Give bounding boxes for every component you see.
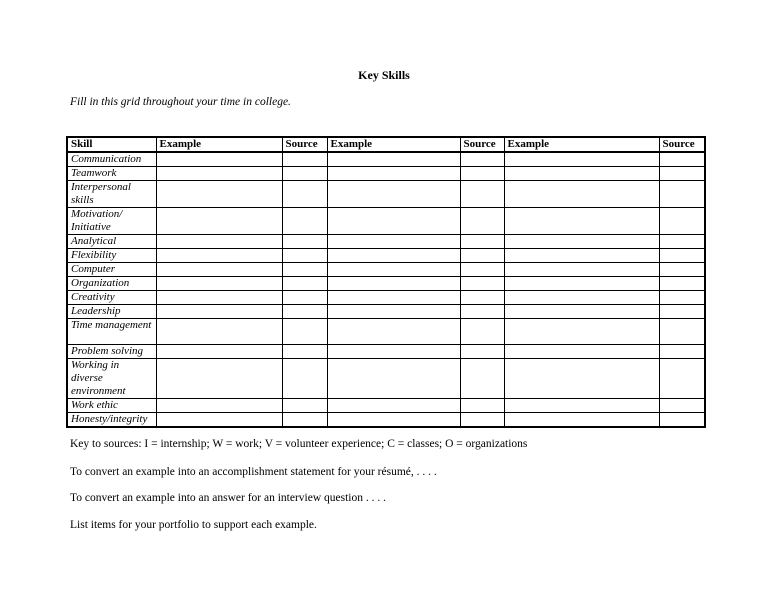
table-row — [67, 277, 705, 291]
source-cell[interactable] — [659, 413, 705, 428]
skill-cell: Creativity — [67, 291, 156, 305]
header-example-3: Example — [504, 137, 659, 152]
example-cell[interactable] — [504, 305, 659, 319]
skills-grid — [66, 136, 706, 428]
example-cell[interactable] — [327, 345, 460, 359]
example-cell[interactable] — [156, 263, 282, 277]
table-row — [67, 167, 705, 181]
example-cell[interactable] — [504, 263, 659, 277]
example-cell[interactable] — [504, 249, 659, 263]
example-cell[interactable] — [504, 152, 659, 167]
table-row — [67, 291, 705, 305]
page-title: Key Skills — [358, 68, 410, 82]
source-cell[interactable] — [460, 399, 504, 413]
example-cell[interactable] — [327, 181, 460, 208]
example-cell[interactable] — [156, 181, 282, 208]
example-cell[interactable] — [504, 235, 659, 249]
example-cell[interactable] — [327, 413, 460, 428]
source-cell[interactable] — [659, 235, 705, 249]
example-cell[interactable] — [156, 359, 282, 399]
example-cell[interactable] — [504, 359, 659, 399]
source-cell[interactable] — [659, 249, 705, 263]
source-cell[interactable] — [282, 263, 327, 277]
example-cell[interactable] — [156, 249, 282, 263]
table-row — [67, 235, 705, 249]
example-cell[interactable] — [156, 235, 282, 249]
example-cell[interactable] — [327, 152, 460, 167]
example-cell[interactable] — [327, 263, 460, 277]
source-cell[interactable] — [460, 263, 504, 277]
source-cell[interactable] — [460, 305, 504, 319]
source-cell[interactable] — [282, 181, 327, 208]
source-cell[interactable] — [282, 359, 327, 399]
example-cell[interactable] — [504, 345, 659, 359]
example-cell[interactable] — [327, 235, 460, 249]
table-row — [67, 263, 705, 277]
example-cell[interactable] — [156, 167, 282, 181]
resume-note: To convert an example into an accomplishment statement for your résumé, . . . . — [70, 466, 437, 478]
header-source-3: Source — [659, 137, 705, 152]
example-cell[interactable] — [504, 208, 659, 235]
skill-cell: Interpersonal skills — [67, 181, 156, 208]
source-cell[interactable] — [659, 399, 705, 413]
source-cell[interactable] — [460, 359, 504, 399]
source-cell[interactable] — [282, 291, 327, 305]
skill-cell: Leadership — [67, 305, 156, 319]
example-cell[interactable] — [504, 413, 659, 428]
header-source-1: Source — [282, 137, 327, 152]
table-row — [67, 305, 705, 319]
example-cell[interactable] — [327, 319, 460, 345]
portfolio-note: List items for your portfolio to support each example. — [70, 519, 317, 531]
source-cell[interactable] — [460, 319, 504, 345]
example-cell[interactable] — [504, 277, 659, 291]
example-cell[interactable] — [504, 167, 659, 181]
example-cell[interactable] — [504, 319, 659, 345]
source-cell[interactable] — [659, 359, 705, 399]
source-cell[interactable] — [282, 208, 327, 235]
source-cell[interactable] — [460, 345, 504, 359]
source-cell[interactable] — [659, 263, 705, 277]
source-cell[interactable] — [460, 249, 504, 263]
source-cell[interactable] — [460, 235, 504, 249]
source-cell[interactable] — [460, 152, 504, 167]
source-cell[interactable] — [659, 152, 705, 167]
skill-cell: Teamwork — [67, 167, 156, 181]
table-row — [67, 152, 705, 167]
source-cell[interactable] — [659, 319, 705, 345]
table-row — [67, 181, 705, 208]
example-cell[interactable] — [156, 399, 282, 413]
table-row — [67, 413, 705, 428]
instruction-text: Fill in this grid throughout your time in college. — [70, 96, 291, 108]
skill-cell: Motivation/ Initiative — [67, 208, 156, 235]
table-row — [67, 319, 705, 345]
skill-cell: Computer — [67, 263, 156, 277]
source-cell[interactable] — [460, 277, 504, 291]
skill-cell: Time management — [67, 319, 156, 345]
example-cell[interactable] — [504, 399, 659, 413]
source-cell[interactable] — [282, 249, 327, 263]
example-cell[interactable] — [327, 399, 460, 413]
example-cell[interactable] — [156, 345, 282, 359]
example-cell[interactable] — [327, 208, 460, 235]
source-cell[interactable] — [460, 208, 504, 235]
source-cell[interactable] — [460, 181, 504, 208]
source-cell[interactable] — [282, 413, 327, 428]
source-cell[interactable] — [282, 152, 327, 167]
table-row — [67, 208, 705, 235]
skill-cell: Organization — [67, 277, 156, 291]
source-cell[interactable] — [659, 167, 705, 181]
table-row — [67, 249, 705, 263]
example-cell[interactable] — [156, 319, 282, 345]
header-source-2: Source — [460, 137, 504, 152]
source-cell[interactable] — [659, 181, 705, 208]
example-cell[interactable] — [327, 167, 460, 181]
example-cell[interactable] — [504, 181, 659, 208]
example-cell[interactable] — [156, 208, 282, 235]
skill-cell: Honesty/integrity — [67, 413, 156, 428]
skill-cell: Analytical — [67, 235, 156, 249]
table-row — [67, 359, 705, 399]
example-cell[interactable] — [327, 359, 460, 399]
source-cell[interactable] — [460, 167, 504, 181]
interview-note: To convert an example into an answer for an interview question . . . . — [70, 492, 386, 504]
source-cell[interactable] — [282, 345, 327, 359]
source-cell[interactable] — [659, 345, 705, 359]
example-cell[interactable] — [327, 291, 460, 305]
sources-key: Key to sources: I = internship; W = work; V = volunteer experience; C = classes; O = organizations — [70, 438, 528, 450]
source-cell[interactable] — [659, 305, 705, 319]
source-cell[interactable] — [282, 277, 327, 291]
skill-cell: Flexibility — [67, 249, 156, 263]
source-cell[interactable] — [659, 291, 705, 305]
table-row — [67, 345, 705, 359]
source-cell[interactable] — [282, 399, 327, 413]
example-cell[interactable] — [156, 305, 282, 319]
table-row — [67, 399, 705, 413]
example-cell[interactable] — [156, 291, 282, 305]
source-cell[interactable] — [282, 305, 327, 319]
example-cell[interactable] — [156, 277, 282, 291]
source-cell[interactable] — [282, 235, 327, 249]
header-row — [67, 137, 705, 152]
source-cell[interactable] — [659, 277, 705, 291]
example-cell[interactable] — [156, 152, 282, 167]
example-cell[interactable] — [156, 413, 282, 428]
example-cell[interactable] — [504, 291, 659, 305]
header-example-2: Example — [327, 137, 460, 152]
example-cell[interactable] — [327, 305, 460, 319]
header-example-1: Example — [156, 137, 282, 152]
header-skill: Skill — [67, 137, 156, 152]
skill-cell: Work ethic — [67, 399, 156, 413]
source-cell[interactable] — [460, 291, 504, 305]
example-cell[interactable] — [327, 249, 460, 263]
example-cell[interactable] — [327, 277, 460, 291]
source-cell[interactable] — [460, 413, 504, 428]
skill-cell: Problem solving — [67, 345, 156, 359]
source-cell[interactable] — [282, 167, 327, 181]
skill-cell: Working in diverse environment — [67, 359, 156, 399]
source-cell[interactable] — [282, 319, 327, 345]
source-cell[interactable] — [659, 208, 705, 235]
skill-cell: Communication — [67, 152, 156, 167]
